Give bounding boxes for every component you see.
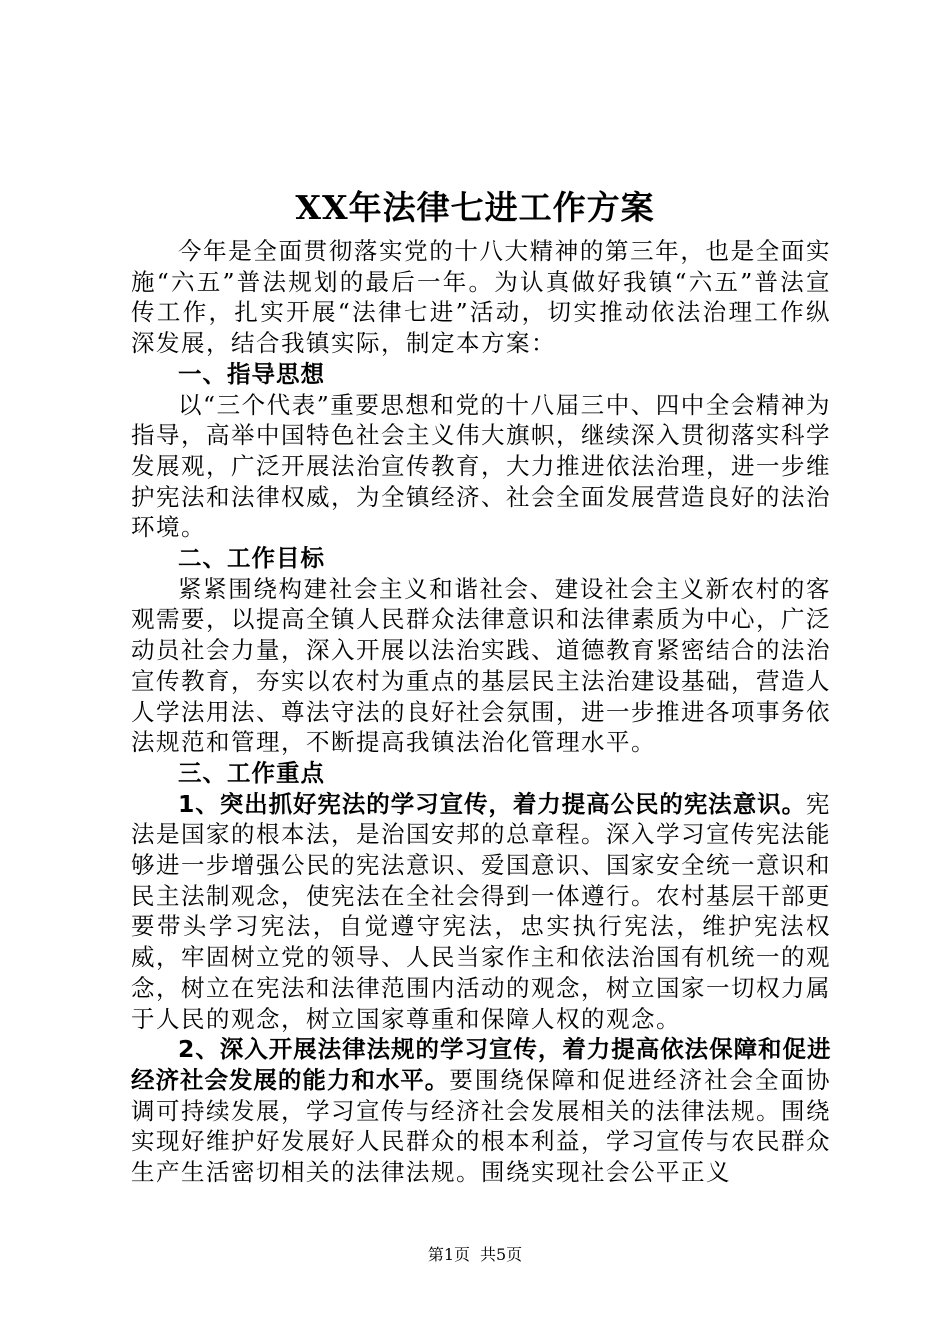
section-heading-work-goals: 二、工作目标 [178,544,325,573]
section-heading-guiding-thought: 一、指导思想 [178,359,325,388]
section-heading-work-focus: 三、工作重点 [178,758,325,787]
focus-item-laws [131,1034,831,1188]
page-footer [0,1244,950,1266]
document-body [131,236,831,1188]
focus-item-constitution-body: 宪法是国家的根本法，是治国安邦的总章程。深入学习宣传宪法能够进一步增强公民的宪法意识、爱国意识、国家安全统一意识和民主法制观念，使宪法在全社会得到一体遵行。农村基层干部更要带头学习宪法，自觉遵守宪法，忠实执行宪法，维护宪法权威，牢固树立党的领导、人民当家作主和依法治国有机统一的观念，树立在宪法和法律范围内活动的观念，树立国家一切权力属于人民的观念，树立国家尊重和保障人权的观念。 [131,789,831,1033]
intro-paragraph: 今年是全面贯彻落实党的十八大精神的第三年，也是全面实施“六五”普法规划的最后一年。为认真做好我镇“六五”普法宣传工作，扎实开展“法律七进”活动，切实推动依法治理工作纵深发展，结合我镇实际，制定本方案： [131,237,831,358]
section-paragraph-work-goals: 紧紧围绕构建社会主义和谐社会、建设社会主义新农村的客观需要，以提高全镇人民群众法律意识和法律素质为中心，广泛动员社会力量，深入开展以法治实践、道德教育紧密结合的法治宣传教育，夯实以农村为重点的基层民主法治建设基础，营造人人学法用法、尊法守法的良好社会氛围，进一步推进各项事务依法规范和管理，不断提高我镇法治化管理水平。 [131,574,831,757]
focus-item-constitution-lead: 1、突出抓好宪法的学习宣传，着力提高公民的宪法意识。 [178,789,806,818]
document-title: XX年法律七进工作方案 [295,188,655,227]
page-number-total: 共5页 [480,1245,523,1264]
section-paragraph-guiding-thought: 以“三个代表”重要思想和党的十八届三中、四中全会精神为指导，高举中国特色社会主义伟大旗帜，继续深入贯彻落实科学发展观，广泛开展法治宣传教育，大力推进依法治理，进一步维护宪法和法律权威，为全镇经济、社会全面发展营造良好的法治环境。 [131,390,831,542]
page-number-current: 第1页 [427,1245,470,1264]
focus-item-constitution [131,789,831,1035]
focus-item-laws-lead: 2、深入开展法律法规的学习宣传，着力提高依法保障和促进经济社会发展的能力和水平。 [131,1035,831,1094]
focus-item-laws-body: 要围绕保障和促进经济社会全面协调可持续发展，学习宣传与经济社会发展相关的法律法规。围绕实现好维护好发展好人民群众的根本利益，学习宣传与农民群众生产生活密切相关的法律法规。围绕实现社会公平正义 [131,1065,832,1187]
